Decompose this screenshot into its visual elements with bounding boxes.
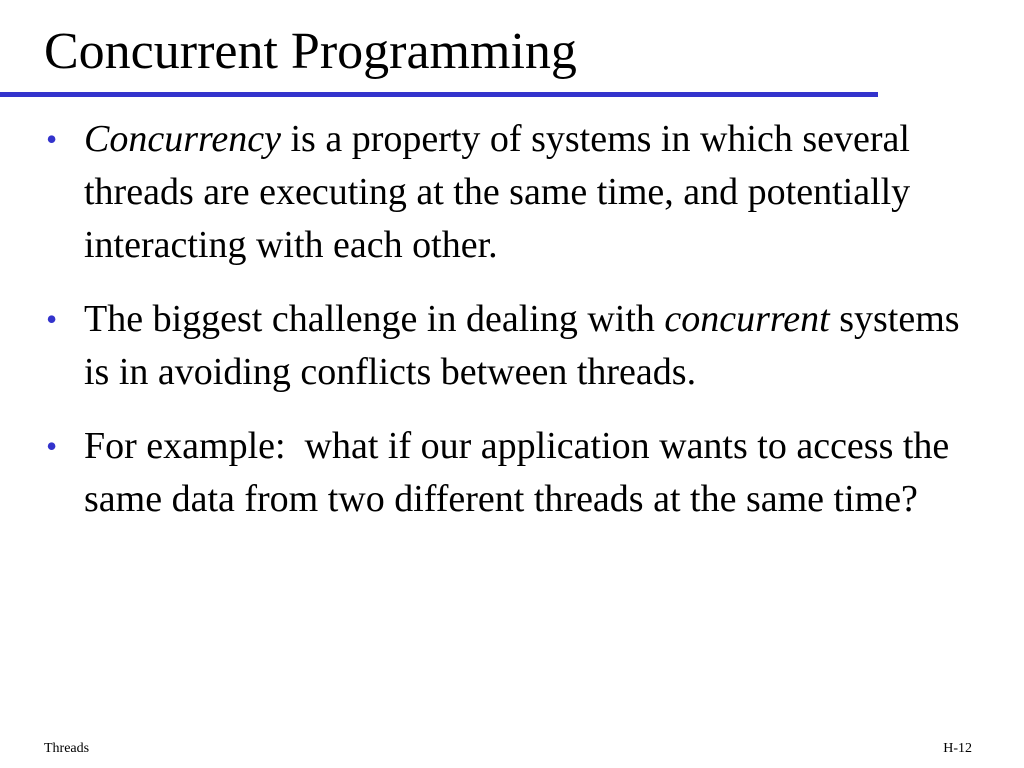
bullet-body: is a property of systems in which several threads are executing at the same time, and potentially interacting with each other. (84, 118, 911, 266)
emphasis-term: concurrent (664, 298, 830, 340)
bullet-dot-icon: • (46, 121, 58, 157)
bullet-body-start: The biggest challenge in dealing with (84, 298, 665, 340)
bullet-dot-icon: • (46, 428, 58, 464)
emphasis-term: Concurrency (84, 118, 281, 160)
bullet-item (46, 420, 986, 526)
title-divider (0, 92, 878, 97)
bullet-item (46, 293, 986, 399)
bullet-body-end: systems is in avoiding conflicts between threads. (84, 298, 960, 393)
footer-page-number: H-12 (943, 741, 972, 756)
bullet-text (84, 293, 986, 399)
bullet-list (46, 113, 986, 547)
footer-section-label: Threads (44, 741, 90, 756)
bullet-dot-icon: • (46, 301, 58, 337)
bullet-text: For example: what if our application wants to access the same data from two different threads at the same time? (84, 425, 959, 520)
bullet-item (46, 113, 986, 272)
bullet-text (84, 113, 986, 272)
slide-title: Concurrent Programming (44, 23, 577, 80)
